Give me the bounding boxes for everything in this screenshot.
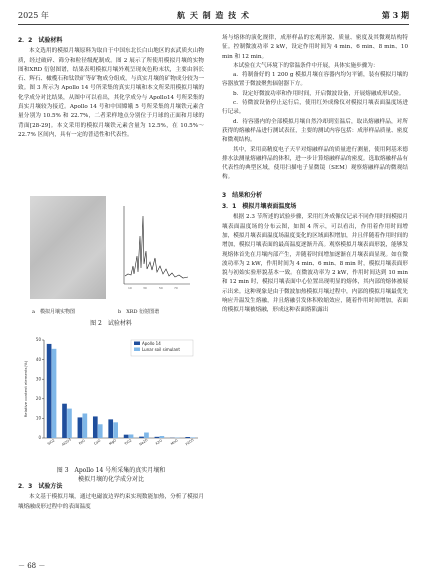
y-tick-label: 0 [38, 435, 41, 441]
bar [52, 349, 57, 438]
x-tick-label: P2O5 [184, 437, 195, 447]
x-tick-label: CaO [93, 438, 102, 446]
figure-3-chart [22, 334, 204, 462]
paragraph-temperature-field: 根据 2.3 节所述的试验步骤，采用红外成像仪记录不同作用时间模拟月壤表面温度场的分布云图，如图 4 所示，可以看出，作用着作用时间增加，模拟月壤表面温度场温度变化的区域面积增加，并且伴随着作用时间的增加，模拟月壤表面的最高温度逐渐升高。观察模拟月壤表面形貌，能够发现熔体首先在月壤内部产生，并随着时间增加逐渐在月壤表面显现。如在微波功率为 2 kW，作用时间为 4 min、6 min、8 min 时，模拟月壤表面形貌与初始实验形貌基本一致。在微波功率为 2 kW，作用时间达到 10 min 和 12 min 时，模拟月壤表面中心位置出现明显的熔体，其内部的熔体被展示出来。这种现象是由于微波加热模拟月壤过程中，内部的模拟月壤最优先响应升温发生熔融，并且熔融引发体积收缩效应，随着作用时间增加，表面的模拟月壤被熔融，形成这种表面熔陷露出 [222, 214, 408, 314]
step-b: b．设定好微波功率和作用时间，开启微波设备，开展熔融成形试验。 [233, 90, 405, 97]
x-tick-label: MnO [170, 438, 179, 447]
header-journal: 航 天 制 造 技 术 [177, 10, 250, 20]
bar [160, 436, 165, 438]
y-tick-label: 10 [35, 415, 41, 421]
x-tick-label: MgO [108, 438, 118, 447]
svg-text:70: 70 [174, 286, 178, 290]
header-year: 2025 年 [18, 11, 49, 20]
x-tick-label: FeO [78, 438, 86, 446]
svg-text:30: 30 [143, 286, 147, 290]
step-c: c．待微波设备停止运行后，使用红外成像仪对模拟月壤表面温度场进行记录。 [222, 100, 408, 116]
bar [139, 437, 144, 438]
header-issue: 第 3 期 [381, 10, 409, 20]
fig2-caption-b: b XRD 衍射图谱 [118, 309, 160, 315]
x-tick-label: K2O [154, 438, 163, 446]
bar [108, 419, 113, 438]
section-2-2-heading: 2．2 试验材料 [18, 37, 63, 44]
x-tick-label: SiO2 [46, 438, 56, 447]
fig3-caption-line1: 图 3 Apollo 14 号所采集的真实月壤和 [56, 467, 166, 474]
y-tick-label: 30 [35, 376, 41, 382]
simulant-photo [30, 196, 106, 299]
bar [93, 416, 98, 438]
section-3-heading: 3 结果和分析 [222, 191, 263, 199]
left-column [18, 34, 204, 140]
y-tick-label: 50 [35, 337, 41, 343]
bar [62, 404, 67, 438]
figure-2 [30, 196, 192, 306]
step-d: d．待容器内的全部模拟月壤自然冷却到室温后，取出熔融样品，对所获得的熔融样品进行测试表征，主要的测试内容包括：成形样品质量、密度和微观结构。 [222, 118, 408, 144]
bar [113, 422, 118, 438]
header-rule [18, 24, 409, 25]
svg-text:50: 50 [159, 286, 163, 290]
xrd-pattern-image [112, 196, 194, 299]
right-column [222, 34, 408, 316]
paragraph-materials: 本文选用的模拟月壤原料为取自于中国东北长白山地区的玄武质火山物质，经过破碎、筛分和粒径级配制成。图 2 展示了所使用模拟月壤的实物图和XRD 衍射图谱，结果表明模拟月壤外观呈现灰色粉末状，主要由斜长石、辉石、橄榄石和钛铁矿等矿物成分组成，与真实月壤的矿物成分较为一致。图 3 所示为 Apollo 14 号所采集的真实月壤和本文所采用模拟月壤的化学成分对比结果，从图中可以看出，其化学成分与 Apollo14 号所采集的真实月壤较为接近。Apollo 14 号和中国嫦娥 5 号所采集的月壤铁元素含量分别为 10.5% 和 22.7%，二者采样地点分别位于月球的正面和月球的背面[28-29]。本文采用的模拟月壤铁元素含量为 12.5%，在 10.5%～22.7% 区间内，具有一定的普适性和代表性。 [18, 48, 204, 138]
legend-swatch [134, 348, 140, 352]
svg-text:10: 10 [128, 286, 132, 290]
bar [144, 433, 149, 438]
paragraph-measurement: 其中，采用高精度电子天平对熔融样品的质量进行测量，使用阿基米德排水法测量熔融样品的体积，进一步计算熔融样品的密度。选取熔融样品有代表性的典型区域，使用扫描电子显微镜（SEM）观察熔融样品的微观结构。 [222, 146, 408, 181]
bar [155, 437, 160, 438]
legend-label: Lunar soil simulant [142, 346, 180, 352]
y-axis-label: Relative content elements(%) [23, 360, 28, 418]
paragraph-methods: 本文基于模拟月壤，通过电磁波边界约束实现数能加热，分析了模拟月壤熔融成形过程中的表面温度 [18, 494, 204, 510]
y-tick-label: 20 [35, 396, 41, 401]
x-tick-label: Al2O3 [61, 437, 72, 447]
legend-swatch [134, 342, 140, 346]
fig2-caption-a: a 模拟月壤实物图 [32, 309, 75, 315]
x-tick-label: Na2O [138, 437, 149, 447]
bar [185, 437, 190, 438]
left-bottom-column [18, 480, 204, 512]
paragraph-continued: 场与熔体的演化规律，成形样品的宏观形貌、质量、密度及其微观结构特征。控制微波功率 2 kW，设定作用时间为 4 min、6 min、8 min、10 min 和 12 min。 [222, 35, 408, 60]
bar [47, 344, 52, 438]
page-number: － 68 － [18, 562, 46, 570]
section-3-1-heading: 3．1 模拟月壤表面温度场 [222, 203, 297, 211]
bar [83, 414, 88, 439]
bar [78, 417, 83, 438]
bar [129, 434, 134, 438]
fig2-caption: 图 2 试验材料 [90, 320, 132, 327]
section-2-3-heading: 2．3 试验方法 [18, 483, 63, 490]
bar [98, 424, 103, 438]
x-tick-label: TiO2 [123, 438, 133, 447]
bar [124, 435, 129, 438]
bar [67, 409, 72, 438]
fig3-caption-line2: 模拟月壤的化学成分对比 [77, 476, 144, 483]
running-header [18, 10, 409, 24]
legend-label: Apollo 14 [142, 340, 161, 346]
y-tick-label: 40 [35, 356, 41, 362]
step-a: a．将制备好的 1 200 g 模拟月壤在容器内均匀平铺，装有模拟月壤的容器放置于微波聚焦辐射器下方。 [222, 72, 408, 88]
paragraph-steps-intro: 本试验在大气环境下的常温条件中开展，具体实施步骤为： [233, 62, 379, 69]
